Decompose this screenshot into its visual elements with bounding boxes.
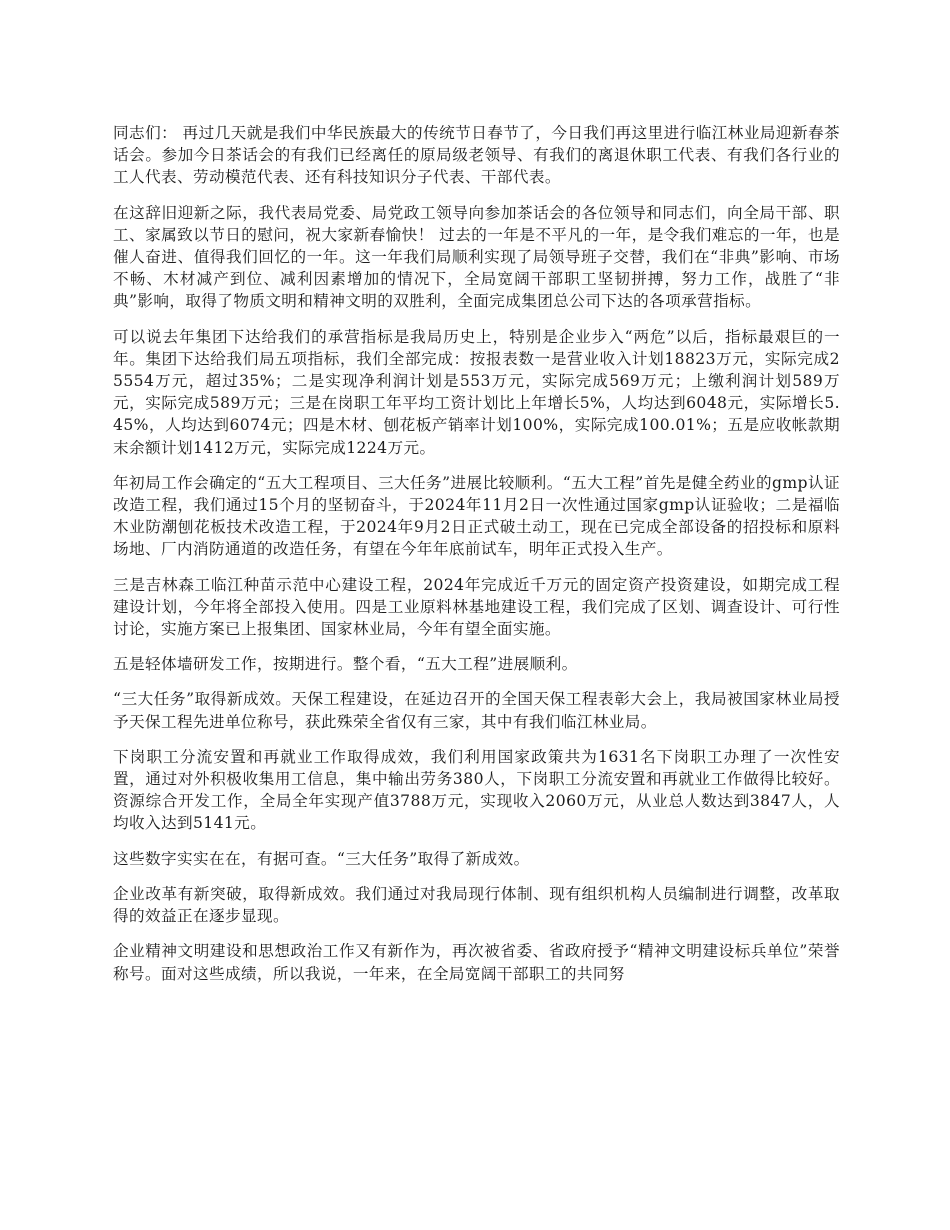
paragraph-figures-verified: 这些数字实实在在，有据可查。“三大任务”取得了新成效。 (113, 849, 530, 868)
paragraph-targets: 可以说去年集团下达给我们的承营指标是我局历史上，特别是企业步入“两危”以后，指标最艰巨的一年。集团下达给我们局五项指标，我们全部完成：按报表数一是营业收入计划18823万元，实际完成25554万元，超过35%；二是实现净利润计划是553万元，实际完成569万元；上缴利润计划589万元，实际完成589万元；三是在岗职工年平均工资计划比上年增长5%，人均达到6048元，实际增长5.45%，人均达到6074元；四是木材、刨花板产销率计划100%，实际完成100.01%；五是应收帐款期末余额计划1412万元，实际完成1224万元。 (113, 327, 840, 457)
paragraph-civilization: 企业精神文明建设和思想政治工作又有新作为，再次被省委、省政府授予“精神文明建设标兵单位”荣誉称号。面对这些成绩，所以我说，一年来，在全局宽阔干部职工的共同努 (113, 942, 840, 983)
paragraph-three-tasks: “三大任务”取得新成效。天保工程建设，在延边召开的全国天保工程表彰大会上，我局被国家林业局授予天保工程先进单位称号，获此殊荣全省仅有三家，其中有我们临江林业局。 (113, 690, 840, 731)
paragraph-seedling-center: 三是吉林森工临江种苗示范中心建设工程，2024年完成近千万元的固定资产投资建设，如期完成工程建设计划，今年将全部投入使用。四是工业原料林基地建设工程，我们完成了区划、调查设计、可行性讨论，实施方案已上报集团、国家林业局，今年有望全面实施。 (113, 575, 840, 639)
paragraph-new-year-wishes: 在这辞旧迎新之际，我代表局党委、局党政工领导向参加茶话会的各位领导和同志们，向全局干部、职工、家属致以节日的慰问，祝大家新春愉快！ 过去的一年是不平凡的一年，是令我们难忘的一年，也是催人奋进、值得我们回忆的一年。这一年我们局顺利实现了局领导班子交替，我们在“非典”影响、市场不畅、木材减产到位、减利因素增加的情况下，全局宽阔干部职工坚韧拼搏，努力工作，战胜了“非典”影响，取得了物质文明和精神文明的双胜利，全面完成集团总公司下达的各项承营指标。 (113, 203, 840, 311)
paragraph-five-projects: 年初局工作会确定的“五大工程项目、三大任务”进展比较顺利。“五大工程”首先是健全药业的gmp认证改造工程，我们通过15个月的坚韧奋斗，于2024年11月2日一次性通过国家gmp认证验收；二是福临木业防潮刨花板技术改造工程，于2024年9月2日正式破土动工，现在已完成全部设备的招投标和原料场地、厂内消防通道的改造任务，有望在今年年底前试车，明年正式投入生产。 (113, 473, 840, 559)
paragraph-reemployment: 下岗职工分流安置和再就业工作取得成效，我们利用国家政策共为1631名下岗职工办理了一次性安置，通过对外积极收集用工信息，集中输出劳务380人，下岗职工分流安置和再就业工作做得比较好。资源综合开发工作，全局全年实现产值3788万元，实现收入2060万元，从业总人数达到3847人，人均收入达到5141元。 (113, 747, 840, 833)
paragraph-reform: 企业改革有新突破，取得新成效。我们通过对我局现行体制、现有组织机构人员编制进行调整，改革取得的效益正在逐步显现。 (113, 884, 840, 926)
document-body (113, 122, 840, 998)
paragraph-wall-rd: 五是轻体墙研发工作，按期进行。整个看，“五大工程”进展顺利。 (113, 655, 578, 674)
paragraph-greeting: 同志们： 再过几天就是我们中华民族最大的传统节日春节了，今日我们再这里进行临江林业局迎新春茶话会。参加今日茶话会的有我们已经离任的原局级老领导、有我们的离退休职工代表、有我们各行业的工人代表、劳动模范代表、还有科技知识分子代表、干部代表。 (113, 124, 840, 187)
